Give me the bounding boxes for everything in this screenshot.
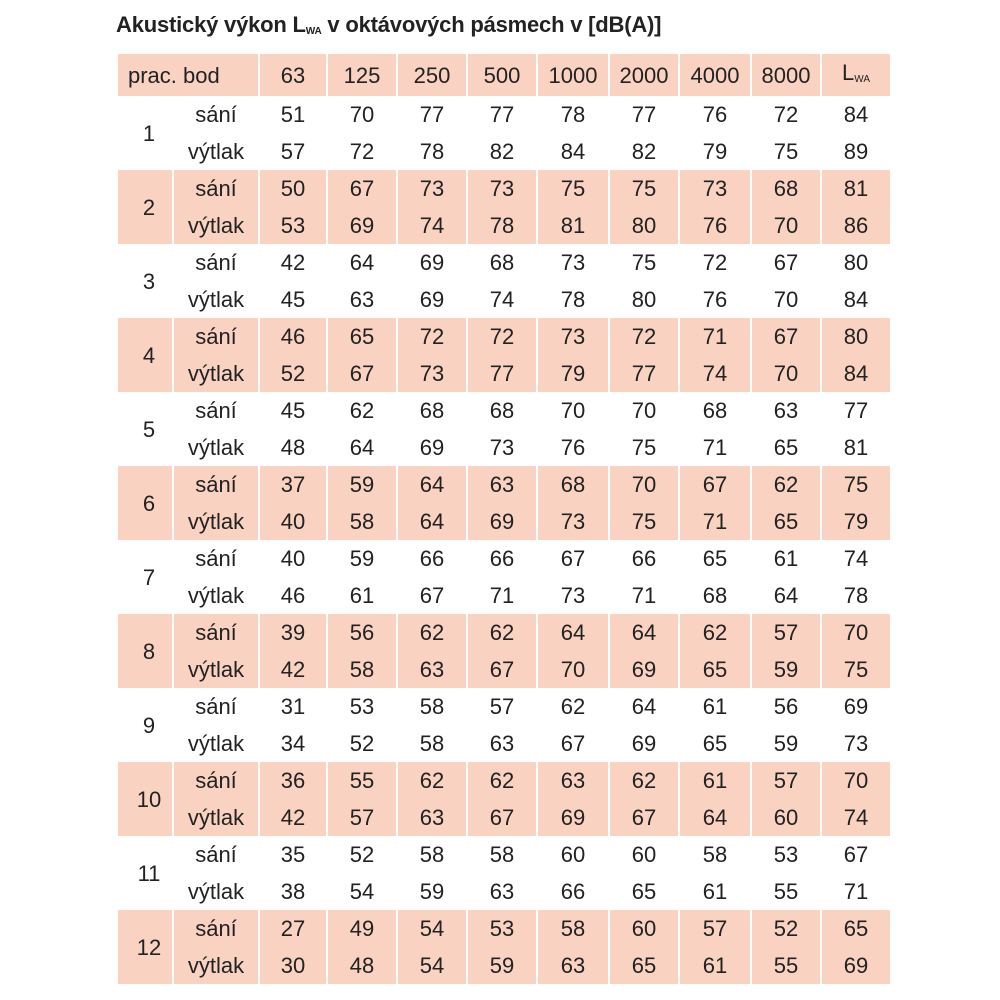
band-value-cell: 67 — [419, 583, 445, 608]
band-value-cell: 69 — [631, 731, 657, 756]
band-value-cell: 75 — [773, 139, 799, 164]
operating-point-number: 6 — [118, 466, 172, 540]
band-value-cell: 76 — [702, 287, 728, 312]
lwa-value-cell: 71 — [843, 879, 869, 904]
operating-point-number: 2 — [118, 170, 172, 244]
row-label-discharge: výtlak — [174, 799, 258, 836]
band-value-cell: 77 — [419, 102, 445, 127]
band-value-cell: 58 — [328, 651, 396, 688]
band-value-cell: 67 — [752, 318, 820, 355]
band-value-cell: 57 — [752, 762, 820, 799]
band-value-cell: 60 — [631, 842, 657, 867]
band-value-cell: 70 — [752, 207, 820, 244]
band-value-cell: 62 — [680, 614, 750, 651]
band-value-cell: 64 — [349, 250, 375, 275]
table-row — [118, 725, 890, 762]
band-value-cell: 42 — [260, 799, 326, 836]
band-value-cell: 73 — [398, 170, 466, 207]
lwa-value-cell: 84 — [843, 287, 869, 312]
operating-point-number: 5 — [142, 416, 156, 442]
operating-point-number: 12 — [118, 910, 172, 984]
band-value-cell: 67 — [468, 799, 536, 836]
band-value-cell: 72 — [773, 102, 799, 127]
band-value-cell: 70 — [349, 102, 375, 127]
band-value-cell: 58 — [538, 910, 608, 947]
header-band: 2000 — [610, 54, 678, 96]
band-value-cell: 48 — [280, 435, 306, 460]
band-value-cell: 68 — [419, 398, 445, 423]
row-label-suction: sání — [174, 466, 258, 503]
table-row — [118, 281, 890, 318]
band-value-cell: 46 — [260, 318, 326, 355]
table-row — [118, 836, 890, 873]
band-value-cell: 67 — [773, 250, 799, 275]
band-value-cell: 77 — [610, 355, 678, 392]
row-label-suction: sání — [195, 546, 237, 571]
band-value-cell: 31 — [280, 694, 306, 719]
band-value-cell: 64 — [773, 583, 799, 608]
operating-point-number: 4 — [118, 318, 172, 392]
band-value-cell: 69 — [538, 799, 608, 836]
band-value-cell: 79 — [702, 139, 728, 164]
header-lwa-main: L — [842, 60, 855, 85]
table-title-rest: v oktávových pásmech v [dB(A)] — [321, 12, 662, 37]
band-value-cell: 62 — [752, 466, 820, 503]
band-value-cell: 57 — [328, 799, 396, 836]
band-value-cell: 76 — [560, 435, 586, 460]
band-value-cell: 72 — [398, 318, 466, 355]
band-value-cell: 59 — [468, 947, 536, 984]
table-row — [118, 96, 890, 133]
row-label-suction: sání — [174, 318, 258, 355]
table-title — [116, 12, 661, 38]
row-label-discharge: výtlak — [187, 583, 245, 608]
band-value-cell: 69 — [419, 250, 445, 275]
row-label-suction: sání — [195, 842, 237, 867]
band-value-cell: 59 — [752, 651, 820, 688]
band-value-cell: 74 — [680, 355, 750, 392]
table-row — [118, 799, 890, 836]
band-value-cell: 63 — [538, 947, 608, 984]
band-value-cell: 69 — [468, 503, 536, 540]
band-value-cell: 69 — [328, 207, 396, 244]
band-value-cell: 63 — [773, 398, 799, 423]
band-value-cell: 73 — [560, 583, 586, 608]
band-value-cell: 82 — [489, 139, 515, 164]
table-row — [118, 503, 890, 540]
band-value-cell: 71 — [680, 503, 750, 540]
band-value-cell: 74 — [489, 287, 515, 312]
row-label-suction: sání — [195, 250, 237, 275]
band-value-cell: 70 — [752, 355, 820, 392]
band-value-cell: 70 — [538, 651, 608, 688]
table-row — [118, 540, 890, 577]
band-value-cell: 54 — [349, 879, 375, 904]
lwa-value-cell: 80 — [822, 318, 890, 355]
band-value-cell: 52 — [349, 842, 375, 867]
band-value-cell: 45 — [280, 287, 306, 312]
band-value-cell: 65 — [680, 651, 750, 688]
band-value-cell: 80 — [631, 287, 657, 312]
table-row — [118, 170, 890, 207]
band-value-cell: 64 — [398, 466, 466, 503]
band-value-cell: 72 — [610, 318, 678, 355]
band-value-cell: 58 — [489, 842, 515, 867]
band-value-cell: 73 — [680, 170, 750, 207]
lwa-value-cell: 84 — [843, 102, 869, 127]
band-value-cell: 58 — [419, 842, 445, 867]
band-value-cell: 65 — [610, 947, 678, 984]
table-row — [118, 614, 890, 651]
header-band: 250 — [398, 54, 466, 96]
row-label-suction: sání — [174, 614, 258, 651]
band-value-cell: 56 — [773, 694, 799, 719]
band-value-cell: 75 — [538, 170, 608, 207]
band-value-cell: 55 — [328, 762, 396, 799]
band-value-cell: 74 — [398, 207, 466, 244]
band-value-cell: 39 — [260, 614, 326, 651]
band-value-cell: 46 — [280, 583, 306, 608]
acoustic-power-table — [116, 54, 892, 984]
header-band: 125 — [328, 54, 396, 96]
band-value-cell: 66 — [489, 546, 515, 571]
band-value-cell: 49 — [328, 910, 396, 947]
band-value-cell: 75 — [610, 503, 678, 540]
band-value-cell: 30 — [260, 947, 326, 984]
table-row — [118, 577, 890, 614]
band-value-cell: 61 — [680, 762, 750, 799]
band-value-cell: 78 — [560, 287, 586, 312]
band-value-cell: 75 — [631, 435, 657, 460]
band-value-cell: 34 — [280, 731, 306, 756]
band-value-cell: 70 — [631, 398, 657, 423]
header-row — [118, 54, 890, 96]
band-value-cell: 62 — [610, 762, 678, 799]
operating-point-number: 9 — [142, 712, 156, 738]
band-value-cell: 68 — [538, 466, 608, 503]
band-value-cell: 65 — [702, 546, 728, 571]
table-row — [118, 873, 890, 910]
band-value-cell: 70 — [773, 287, 799, 312]
row-label-discharge: výtlak — [174, 355, 258, 392]
band-value-cell: 57 — [280, 139, 306, 164]
band-value-cell: 45 — [280, 398, 306, 423]
table-row — [118, 392, 890, 429]
band-value-cell: 42 — [260, 651, 326, 688]
band-value-cell: 70 — [610, 466, 678, 503]
row-label-suction: sání — [195, 694, 237, 719]
band-value-cell: 59 — [349, 546, 375, 571]
header-band: 500 — [468, 54, 536, 96]
band-value-cell: 66 — [560, 879, 586, 904]
band-value-cell: 59 — [419, 879, 445, 904]
header-band: 1000 — [538, 54, 608, 96]
row-label-discharge: výtlak — [174, 651, 258, 688]
band-value-cell: 64 — [631, 694, 657, 719]
band-value-cell: 76 — [702, 102, 728, 127]
band-value-cell: 63 — [489, 879, 515, 904]
band-value-cell: 62 — [468, 614, 536, 651]
band-value-cell: 69 — [419, 287, 445, 312]
band-value-cell: 69 — [419, 435, 445, 460]
lwa-value-cell: 74 — [843, 546, 869, 571]
band-value-cell: 77 — [468, 355, 536, 392]
band-value-cell: 57 — [752, 614, 820, 651]
band-value-cell: 81 — [538, 207, 608, 244]
header-band: 8000 — [752, 54, 820, 96]
band-value-cell: 62 — [468, 762, 536, 799]
table-title-subscript: WA — [305, 26, 322, 37]
band-value-cell: 61 — [702, 879, 728, 904]
band-value-cell: 59 — [773, 731, 799, 756]
band-value-cell: 76 — [680, 207, 750, 244]
table-body — [118, 96, 890, 984]
lwa-value-cell: 81 — [822, 170, 890, 207]
row-label-suction: sání — [174, 170, 258, 207]
band-value-cell: 73 — [560, 250, 586, 275]
table-row — [118, 355, 890, 392]
row-label-discharge: výtlak — [187, 139, 245, 164]
row-label-suction: sání — [195, 102, 237, 127]
band-value-cell: 67 — [328, 355, 396, 392]
band-value-cell: 65 — [631, 879, 657, 904]
table-row — [118, 688, 890, 725]
band-value-cell: 63 — [398, 799, 466, 836]
lwa-value-cell: 78 — [843, 583, 869, 608]
band-value-cell: 75 — [631, 250, 657, 275]
lwa-value-cell: 77 — [843, 398, 869, 423]
table-row — [118, 762, 890, 799]
table-row — [118, 133, 890, 170]
row-label-discharge: výtlak — [187, 879, 245, 904]
band-value-cell: 77 — [631, 102, 657, 127]
band-value-cell: 40 — [260, 503, 326, 540]
band-value-cell: 60 — [610, 910, 678, 947]
band-value-cell: 62 — [398, 614, 466, 651]
band-value-cell: 53 — [468, 910, 536, 947]
lwa-value-cell: 65 — [822, 910, 890, 947]
band-value-cell: 60 — [560, 842, 586, 867]
band-value-cell: 63 — [468, 466, 536, 503]
table-row — [118, 910, 890, 947]
band-value-cell: 64 — [398, 503, 466, 540]
band-value-cell: 63 — [538, 762, 608, 799]
band-value-cell: 37 — [260, 466, 326, 503]
band-value-cell: 71 — [702, 435, 728, 460]
band-value-cell: 52 — [260, 355, 326, 392]
operating-point-number: 10 — [118, 762, 172, 836]
band-value-cell: 40 — [280, 546, 306, 571]
band-value-cell: 48 — [328, 947, 396, 984]
lwa-value-cell: 86 — [822, 207, 890, 244]
operating-point-number: 8 — [118, 614, 172, 688]
operating-point-number: 11 — [137, 860, 161, 886]
band-value-cell: 60 — [752, 799, 820, 836]
lwa-value-cell: 73 — [843, 731, 869, 756]
band-value-cell: 80 — [610, 207, 678, 244]
band-value-cell: 57 — [680, 910, 750, 947]
band-value-cell: 71 — [680, 318, 750, 355]
operating-point-number: 3 — [142, 268, 156, 294]
row-label-discharge: výtlak — [187, 731, 245, 756]
band-value-cell: 67 — [560, 546, 586, 571]
lwa-value-cell: 69 — [822, 947, 890, 984]
lwa-value-cell: 89 — [843, 139, 869, 164]
band-value-cell: 58 — [419, 731, 445, 756]
row-label-suction: sání — [195, 398, 237, 423]
band-value-cell: 66 — [631, 546, 657, 571]
band-value-cell: 64 — [538, 614, 608, 651]
band-value-cell: 72 — [702, 250, 728, 275]
band-value-cell: 66 — [419, 546, 445, 571]
lwa-value-cell: 75 — [822, 651, 890, 688]
lwa-value-cell: 69 — [843, 694, 869, 719]
lwa-value-cell: 74 — [822, 799, 890, 836]
band-value-cell: 38 — [280, 879, 306, 904]
table-row — [118, 429, 890, 466]
lwa-value-cell: 81 — [843, 435, 869, 460]
band-value-cell: 68 — [489, 398, 515, 423]
lwa-value-cell: 79 — [822, 503, 890, 540]
table-row — [118, 466, 890, 503]
lwa-value-cell: 70 — [822, 614, 890, 651]
band-value-cell: 61 — [349, 583, 375, 608]
band-value-cell: 42 — [280, 250, 306, 275]
band-value-cell: 73 — [468, 170, 536, 207]
band-value-cell: 64 — [610, 614, 678, 651]
band-value-cell: 54 — [398, 910, 466, 947]
header-lwa-subscript: WA — [854, 74, 871, 85]
band-value-cell: 52 — [349, 731, 375, 756]
row-label-discharge: výtlak — [187, 287, 245, 312]
band-value-cell: 61 — [702, 694, 728, 719]
band-value-cell: 65 — [328, 318, 396, 355]
band-value-cell: 58 — [419, 694, 445, 719]
band-value-cell: 63 — [489, 731, 515, 756]
header-point: prac. bod — [118, 54, 258, 96]
band-value-cell: 69 — [610, 651, 678, 688]
table-title-main: Akustický výkon L — [116, 12, 306, 37]
band-value-cell: 77 — [489, 102, 515, 127]
band-value-cell: 65 — [752, 503, 820, 540]
band-value-cell: 72 — [349, 139, 375, 164]
band-value-cell: 75 — [610, 170, 678, 207]
band-value-cell: 59 — [328, 466, 396, 503]
band-value-cell: 64 — [680, 799, 750, 836]
band-value-cell: 61 — [773, 546, 799, 571]
band-value-cell: 63 — [398, 651, 466, 688]
band-value-cell: 71 — [631, 583, 657, 608]
header-band: 63 — [260, 54, 326, 96]
band-value-cell: 71 — [489, 583, 515, 608]
band-value-cell: 68 — [489, 250, 515, 275]
band-value-cell: 72 — [468, 318, 536, 355]
band-value-cell: 67 — [680, 466, 750, 503]
header-lwa — [822, 54, 890, 96]
band-value-cell: 67 — [560, 731, 586, 756]
band-value-cell: 62 — [398, 762, 466, 799]
band-value-cell: 73 — [398, 355, 466, 392]
band-value-cell: 67 — [328, 170, 396, 207]
table-row — [118, 651, 890, 688]
row-label-discharge: výtlak — [187, 435, 245, 460]
band-value-cell: 73 — [538, 318, 608, 355]
band-value-cell: 67 — [468, 651, 536, 688]
band-value-cell: 79 — [538, 355, 608, 392]
band-value-cell: 58 — [702, 842, 728, 867]
band-value-cell: 53 — [773, 842, 799, 867]
table-row — [118, 947, 890, 984]
band-value-cell: 68 — [752, 170, 820, 207]
band-value-cell: 55 — [752, 947, 820, 984]
band-value-cell: 65 — [702, 731, 728, 756]
band-value-cell: 53 — [349, 694, 375, 719]
band-value-cell: 70 — [560, 398, 586, 423]
band-value-cell: 65 — [773, 435, 799, 460]
band-value-cell: 27 — [260, 910, 326, 947]
table-row — [118, 244, 890, 281]
operating-point-number: 7 — [142, 564, 156, 590]
band-value-cell: 57 — [489, 694, 515, 719]
row-label-discharge: výtlak — [174, 207, 258, 244]
operating-point-number: 1 — [142, 120, 156, 146]
band-value-cell: 35 — [280, 842, 306, 867]
band-value-cell: 62 — [349, 398, 375, 423]
band-value-cell: 62 — [560, 694, 586, 719]
band-value-cell: 36 — [260, 762, 326, 799]
band-value-cell: 56 — [328, 614, 396, 651]
header-band: 4000 — [680, 54, 750, 96]
band-value-cell: 73 — [538, 503, 608, 540]
band-value-cell: 52 — [752, 910, 820, 947]
band-value-cell: 51 — [280, 102, 306, 127]
row-label-discharge: výtlak — [174, 947, 258, 984]
row-label-discharge: výtlak — [174, 503, 258, 540]
band-value-cell: 78 — [468, 207, 536, 244]
band-value-cell: 63 — [349, 287, 375, 312]
band-value-cell: 68 — [702, 398, 728, 423]
table-row — [118, 207, 890, 244]
band-value-cell: 67 — [610, 799, 678, 836]
band-value-cell: 53 — [260, 207, 326, 244]
band-value-cell: 78 — [560, 102, 586, 127]
band-value-cell: 73 — [489, 435, 515, 460]
lwa-value-cell: 70 — [822, 762, 890, 799]
band-value-cell: 68 — [702, 583, 728, 608]
lwa-value-cell: 80 — [843, 250, 869, 275]
lwa-value-cell: 67 — [843, 842, 869, 867]
lwa-value-cell: 75 — [822, 466, 890, 503]
band-value-cell: 58 — [328, 503, 396, 540]
row-label-suction: sání — [174, 910, 258, 947]
band-value-cell: 55 — [773, 879, 799, 904]
band-value-cell: 61 — [680, 947, 750, 984]
band-value-cell: 82 — [631, 139, 657, 164]
row-label-suction: sání — [174, 762, 258, 799]
band-value-cell: 78 — [419, 139, 445, 164]
lwa-value-cell: 84 — [822, 355, 890, 392]
band-value-cell: 50 — [260, 170, 326, 207]
band-value-cell: 54 — [398, 947, 466, 984]
band-value-cell: 64 — [349, 435, 375, 460]
band-value-cell: 84 — [560, 139, 586, 164]
table-row — [118, 318, 890, 355]
